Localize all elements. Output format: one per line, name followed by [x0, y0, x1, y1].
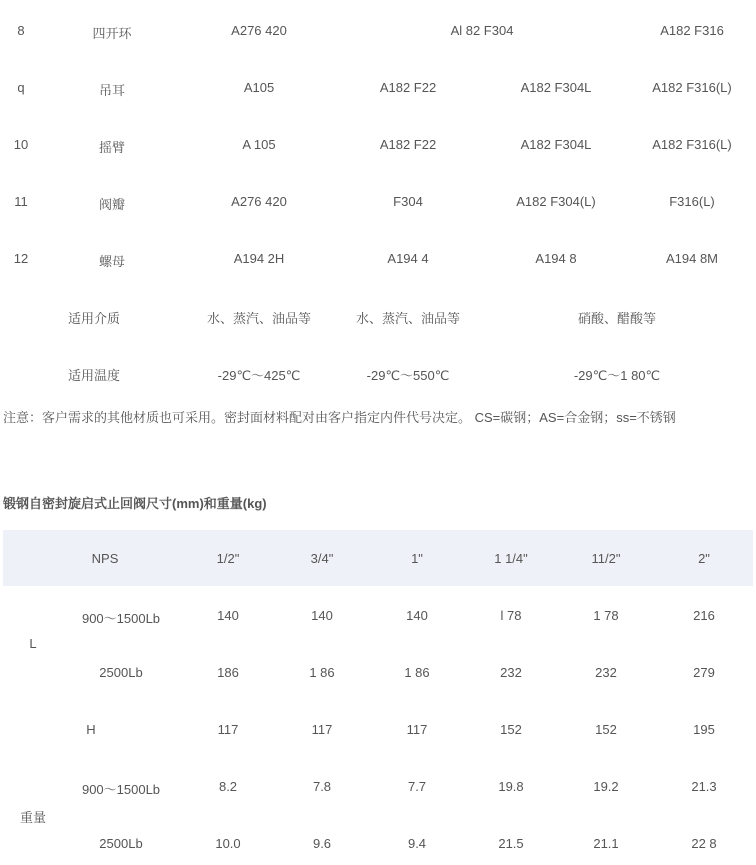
group-label-l: L: [29, 636, 37, 651]
header-size: 3/4": [310, 551, 334, 566]
dim-value: 19.2: [593, 779, 619, 794]
row-cell: A194 2H: [233, 251, 285, 266]
row-no: 10: [13, 137, 29, 152]
row-part: 阀瓣: [98, 197, 126, 212]
row-cell: A194 8M: [665, 251, 719, 266]
row-cell: A182 F304(L): [516, 194, 596, 209]
dim-row-label: 900～1500Lb: [81, 782, 161, 797]
dim-value: 186: [217, 665, 239, 680]
row-no: 11: [14, 194, 28, 209]
row-cell: A182 F316(L): [652, 137, 732, 152]
row-cell: A182 F304L: [520, 137, 592, 152]
dim-row-label: 2500Lb: [99, 836, 143, 851]
dim-row-label: H: [86, 722, 96, 737]
dim-value: 140: [406, 608, 428, 623]
row-cell: Al 82 F304: [450, 23, 514, 38]
row-no: q: [17, 80, 25, 95]
dim-value: 117: [217, 722, 239, 737]
dim-value: 195: [693, 722, 715, 737]
dim-value: 7.8: [312, 779, 332, 794]
dim-value: 216: [693, 608, 715, 623]
row-no: 12: [13, 251, 29, 266]
group-label-weight: 重量: [19, 810, 47, 825]
header-nps: NPS: [91, 551, 119, 566]
row-part: 四开环: [92, 26, 132, 41]
row-part: 摇臂: [98, 140, 126, 155]
dim-value: 1 86: [309, 665, 335, 680]
dim-value: 152: [595, 722, 617, 737]
row-part: 吊耳: [98, 83, 126, 98]
row-part: 螺母: [98, 254, 126, 269]
row-cell: A194 4: [387, 251, 429, 266]
dim-value: 1 86: [404, 665, 430, 680]
dim-value: 152: [500, 722, 522, 737]
dim-value: 232: [500, 665, 522, 680]
header-size: 1 1/4": [494, 551, 528, 566]
dim-value: 8.2: [218, 779, 238, 794]
material-note: 注意：客户需求的其他材质也可采用。密封面材料配对由客户指定内件代号决定。 CS=碳钢；AS=合金钢；ss=不锈钢: [3, 410, 676, 425]
header-size: 11/2": [591, 551, 621, 566]
dim-value: 117: [406, 722, 428, 737]
row-cell: A194 8: [535, 251, 577, 266]
dim-value: 22 8: [691, 836, 717, 851]
medium-label: 适用介质: [67, 311, 121, 326]
temperature-cell: -29℃～1 80℃: [573, 368, 661, 383]
temperature-cell: -29℃～425℃: [217, 368, 301, 383]
header-size: 1": [411, 551, 423, 566]
header-size: 2": [698, 551, 710, 566]
dim-value: 10.0: [215, 836, 241, 851]
dim-value: 117: [311, 722, 333, 737]
medium-cell: 水、蒸汽、油品等: [206, 311, 312, 326]
dim-value: 21.3: [691, 779, 717, 794]
row-cell: A182 F22: [379, 80, 437, 95]
dim-value: 140: [217, 608, 239, 623]
dim-value: 140: [311, 608, 333, 623]
row-cell: A 105: [242, 137, 276, 152]
dim-value: l 78: [500, 608, 522, 623]
row-cell: A182 F316(L): [652, 80, 732, 95]
dimensions-title: 锻钢自密封旋启式止回阀尺寸(mm)和重量(kg): [3, 496, 267, 511]
row-cell: A182 F316: [660, 23, 724, 38]
dim-value: 21.5: [498, 836, 524, 851]
dim-value: 9.4: [407, 836, 427, 851]
row-cell: A276 420: [231, 194, 287, 209]
temperature-label: 适用温度: [67, 368, 121, 383]
dim-row-label: 900～1500Lb: [81, 611, 161, 626]
dim-row-label: 2500Lb: [99, 665, 143, 680]
dim-value: 1 78: [593, 608, 619, 623]
dim-value: 279: [693, 665, 715, 680]
header-size: 1/2": [216, 551, 240, 566]
medium-cell: 水、蒸汽、油品等: [355, 311, 461, 326]
row-cell: A105: [243, 80, 275, 95]
dim-value: 9.6: [312, 836, 332, 851]
medium-cell: 硝酸、醋酸等: [577, 311, 657, 326]
row-cell: F304: [393, 194, 423, 209]
row-cell: A276 420: [231, 23, 287, 38]
dim-value: 19.8: [498, 779, 524, 794]
row-no: 8: [17, 23, 25, 38]
temperature-cell: -29℃～550℃: [366, 368, 450, 383]
dim-value: 21.1: [593, 836, 619, 851]
dim-value: 7.7: [407, 779, 427, 794]
row-cell: A182 F304L: [520, 80, 592, 95]
dim-value: 232: [595, 665, 617, 680]
row-cell: A182 F22: [379, 137, 437, 152]
row-cell: F316(L): [669, 194, 715, 209]
